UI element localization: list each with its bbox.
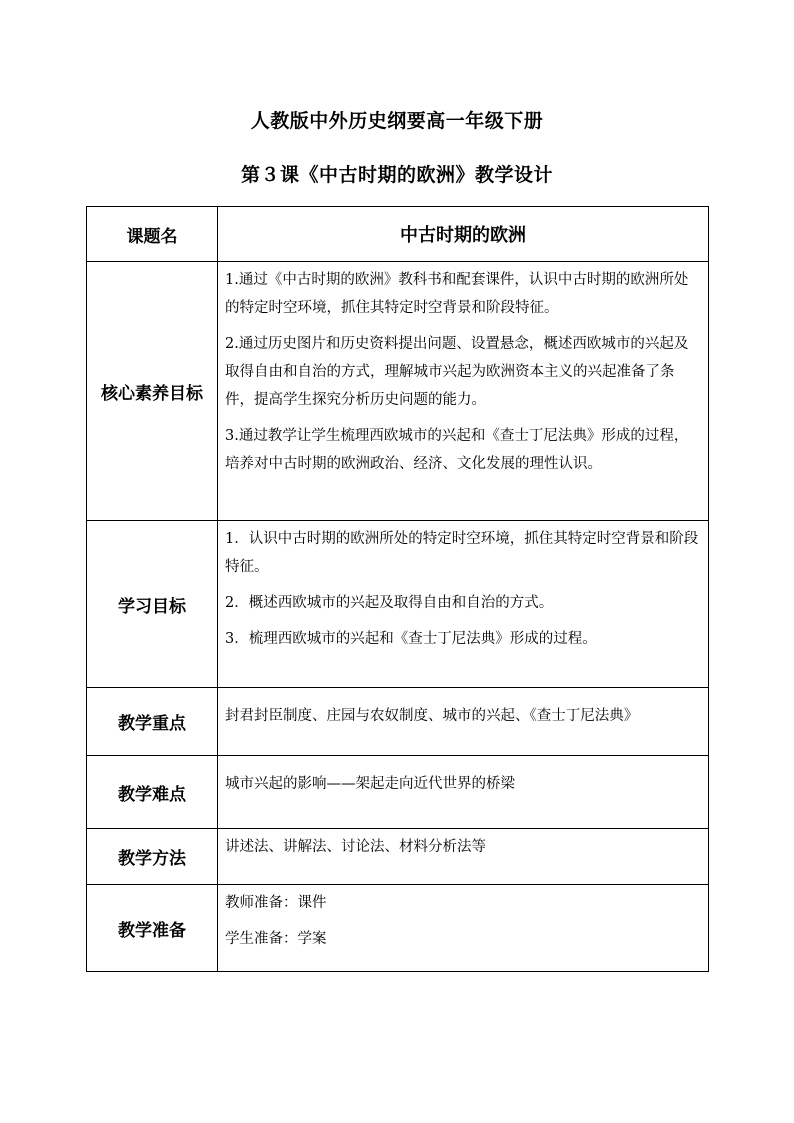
document-subtitle: 第３课《中古时期的欧洲》教学设计 (240, 164, 553, 186)
preparation-item: 教师准备：课件 (225, 895, 327, 911)
methods-text: 讲述法、讲解法、讨论法、材料分析法等 (225, 839, 486, 855)
key-points-content (218, 688, 709, 756)
value-topic: 中古时期的欧洲 (218, 207, 709, 262)
row-key-points (87, 688, 709, 756)
lesson-plan-table (86, 206, 709, 972)
core-literacy-item: 1.通过《中古时期的欧洲》教科书和配套课件，认识中古时期的欧洲所处的特定时空环境，抓住其特定时空背景和阶段特征。 (225, 272, 689, 316)
document-title: 人教版中外历史纲要高一年级下册 (250, 110, 544, 132)
label-topic: 课题名 (87, 207, 218, 262)
row-preparation (87, 885, 709, 972)
difficulties-content (218, 756, 709, 829)
label-core-literacy: 核心素养目标 (87, 262, 218, 521)
row-difficulties (87, 756, 709, 829)
label-learning-goals: 学习目标 (87, 521, 218, 688)
row-core-literacy (87, 262, 709, 521)
label-methods: 教学方法 (87, 829, 218, 885)
core-literacy-content (218, 262, 709, 521)
row-learning-goals (87, 521, 709, 688)
row-topic (87, 207, 709, 262)
label-key-points: 教学重点 (87, 688, 218, 756)
preparation-item: 学生准备：学案 (225, 931, 327, 947)
label-difficulties: 教学难点 (87, 756, 218, 829)
learning-goal-item: 2．概述西欧城市的兴起及取得自由和自治的方式。 (225, 595, 554, 611)
preparation-content (218, 885, 709, 972)
row-methods (87, 829, 709, 885)
core-literacy-item: 2.通过历史图片和历史资料提出问题、设置悬念，概述西欧城市的兴起及取得自由和自治的方式，理解城市兴起为欧洲资本主义的兴起准备了条件，提高学生探究分析历史问题的能力。 (225, 336, 689, 408)
learning-goal-item: 1．认识中古时期的欧洲所处的特定时空环境，抓住其特定时空背景和阶段特征。 (225, 531, 699, 575)
label-preparation: 教学准备 (87, 885, 218, 972)
difficulties-text: 城市兴起的影响——架起走向近代世界的桥梁 (225, 776, 515, 792)
key-points-text: 封君封臣制度、庄园与农奴制度、城市的兴起、《查士丁尼法典》 (225, 708, 639, 724)
core-literacy-item: 3.通过教学让学生梳理西欧城市的兴起和《查士丁尼法典》形成的过程，培养对中古时期的欧洲政治、经济、文化发展的理性认识。 (225, 428, 689, 472)
methods-content (218, 829, 709, 885)
learning-goal-item: 3．梳理西欧城市的兴起和《查士丁尼法典》形成的过程。 (225, 631, 597, 647)
learning-goals-content (218, 521, 709, 688)
